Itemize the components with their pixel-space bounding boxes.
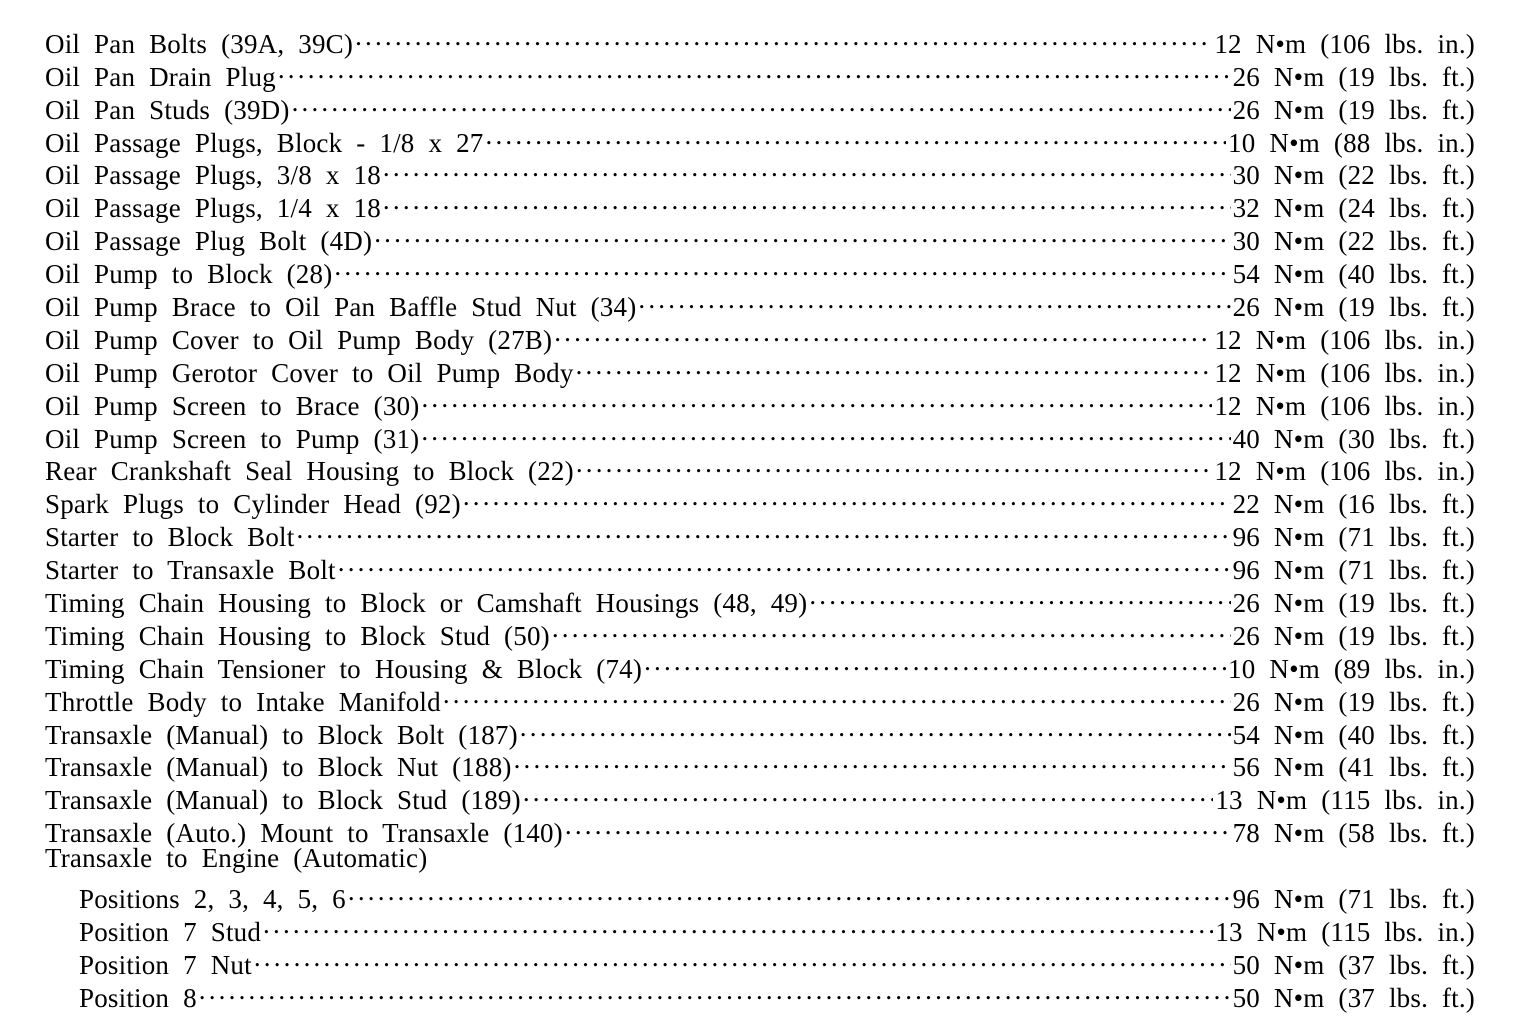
dot-leader bbox=[296, 513, 1230, 546]
dot-leader bbox=[644, 645, 1226, 678]
dot-leader bbox=[520, 711, 1231, 744]
spec-value: 22 N•m (16 lbs. ft.) bbox=[1232, 489, 1475, 520]
spec-value: 40 N•m (30 lbs. ft.) bbox=[1232, 423, 1475, 454]
dot-leader bbox=[421, 415, 1230, 448]
dot-leader bbox=[809, 579, 1230, 612]
spec-label: Oil Pump to Block (28) bbox=[45, 259, 333, 290]
spec-value: 26 N•m (19 lbs. ft.) bbox=[1232, 61, 1475, 92]
spec-value: 26 N•m (19 lbs. ft.) bbox=[1232, 292, 1475, 323]
spec-label: Oil Pump Screen to Pump (31) bbox=[45, 423, 420, 454]
group-heading: Transaxle to Engine (Automatic) bbox=[45, 843, 428, 874]
spec-label: Starter to Transaxle Bolt bbox=[45, 555, 336, 586]
dot-leader bbox=[638, 283, 1230, 316]
spec-value: 12 N•m (106 lbs. in.) bbox=[1214, 357, 1475, 388]
spec-value: 54 N•m (40 lbs. ft.) bbox=[1232, 259, 1475, 290]
spec-value: 10 N•m (88 lbs. in.) bbox=[1228, 127, 1475, 158]
spec-label: Oil Passage Plug Bolt (4D) bbox=[45, 226, 373, 257]
spec-value: 30 N•m (22 lbs. ft.) bbox=[1232, 226, 1475, 257]
spec-label: Oil Pump Screen to Brace (30) bbox=[45, 390, 420, 421]
spec-value: 96 N•m (71 lbs. ft.) bbox=[1232, 522, 1475, 553]
spec-label: Position 7 Nut bbox=[79, 949, 252, 980]
dot-leader bbox=[254, 941, 1231, 974]
spec-value: 50 N•m (37 lbs. ft.) bbox=[1232, 982, 1475, 1013]
dot-leader bbox=[199, 974, 1231, 1007]
dot-leader bbox=[292, 86, 1231, 119]
spec-value: 12 N•m (106 lbs. in.) bbox=[1214, 456, 1475, 487]
spec-label: Oil Pan Bolts (39A, 39C) bbox=[45, 28, 354, 59]
spec-label: Oil Passage Plugs, 1/4 x 18 bbox=[45, 193, 381, 224]
spec-label: Oil Pump Cover to Oil Pump Body (27B) bbox=[45, 324, 553, 355]
spec-label: Oil Passage Plugs, 3/8 x 18 bbox=[45, 160, 381, 191]
spec-label: Oil Pump Gerotor Cover to Oil Pump Body bbox=[45, 357, 574, 388]
spec-value: 26 N•m (19 lbs. ft.) bbox=[1232, 686, 1475, 717]
spec-label: Timing Chain Housing to Block Stud (50) bbox=[45, 620, 550, 651]
dot-leader bbox=[463, 480, 1231, 513]
dot-leader bbox=[576, 349, 1213, 382]
dot-leader bbox=[374, 217, 1230, 250]
spec-label: Position 8 bbox=[79, 982, 197, 1013]
spec-label: Oil Pan Studs (39D) bbox=[45, 94, 290, 125]
dot-leader bbox=[383, 152, 1231, 185]
dot-leader bbox=[552, 612, 1231, 645]
spec-value: 13 N•m (115 lbs. in.) bbox=[1215, 916, 1475, 947]
spec-value: 10 N•m (89 lbs. in.) bbox=[1228, 653, 1475, 684]
dot-leader bbox=[443, 678, 1231, 711]
spec-label: Timing Chain Tensioner to Housing & Block (74) bbox=[45, 653, 643, 684]
dot-leader bbox=[565, 809, 1231, 842]
spec-value: 12 N•m (106 lbs. in.) bbox=[1214, 28, 1475, 59]
spec-label: Spark Plugs to Cylinder Head (92) bbox=[45, 489, 461, 520]
spec-value: 26 N•m (19 lbs. ft.) bbox=[1232, 588, 1475, 619]
spec-label: Oil Pan Drain Plug bbox=[45, 61, 276, 92]
spec-label: Oil Pump Brace to Oil Pan Baffle Stud Nut (34) bbox=[45, 292, 637, 323]
spec-value: 30 N•m (22 lbs. ft.) bbox=[1232, 160, 1475, 191]
spec-value: 13 N•m (115 lbs. in.) bbox=[1215, 785, 1475, 816]
spec-value: 54 N•m (40 lbs. ft.) bbox=[1232, 719, 1475, 750]
dot-leader bbox=[278, 53, 1231, 86]
group-sub-rows bbox=[45, 875, 1475, 1013]
dot-leader bbox=[355, 20, 1212, 53]
spec-value: 78 N•m (58 lbs. ft.) bbox=[1232, 818, 1475, 849]
dot-leader bbox=[523, 776, 1214, 809]
dot-leader bbox=[486, 119, 1227, 152]
spec-label: Transaxle (Auto.) Mount to Transaxle (140) bbox=[45, 818, 563, 849]
spec-label: Transaxle (Manual) to Block Bolt (187) bbox=[45, 719, 518, 750]
spec-value: 96 N•m (71 lbs. ft.) bbox=[1232, 555, 1475, 586]
spec-label: Transaxle (Manual) to Block Nut (188) bbox=[45, 752, 512, 783]
spec-label: Position 7 Stud bbox=[79, 916, 262, 947]
spec-value: 56 N•m (41 lbs. ft.) bbox=[1232, 752, 1475, 783]
torque-spec-list bbox=[45, 20, 1475, 1013]
sub-spec-row bbox=[45, 875, 1475, 915]
spec-value: 12 N•m (106 lbs. in.) bbox=[1214, 390, 1475, 421]
spec-label: Oil Passage Plugs, Block - 1/8 x 27 bbox=[45, 127, 484, 158]
dot-leader bbox=[348, 875, 1231, 908]
spec-label: Transaxle (Manual) to Block Stud (189) bbox=[45, 785, 521, 816]
spec-label: Positions 2, 3, 4, 5, 6 bbox=[79, 884, 346, 915]
spec-label: Rear Crankshaft Seal Housing to Block (22) bbox=[45, 456, 574, 487]
dot-leader bbox=[576, 448, 1213, 481]
spec-value: 50 N•m (37 lbs. ft.) bbox=[1232, 949, 1475, 980]
dot-leader bbox=[263, 908, 1213, 941]
spec-value: 32 N•m (24 lbs. ft.) bbox=[1232, 193, 1475, 224]
spec-row bbox=[45, 20, 1475, 59]
spec-value: 96 N•m (71 lbs. ft.) bbox=[1232, 884, 1475, 915]
dot-leader bbox=[421, 382, 1212, 415]
spec-value: 26 N•m (19 lbs. ft.) bbox=[1232, 94, 1475, 125]
spec-label: Throttle Body to Intake Manifold bbox=[45, 686, 441, 717]
spec-value: 26 N•m (19 lbs. ft.) bbox=[1232, 620, 1475, 651]
dot-leader bbox=[334, 250, 1230, 283]
dot-leader bbox=[514, 744, 1231, 777]
dot-leader bbox=[383, 184, 1231, 217]
spec-value: 12 N•m (106 lbs. in.) bbox=[1214, 324, 1475, 355]
dot-leader bbox=[554, 316, 1212, 349]
dot-leader bbox=[338, 546, 1231, 579]
spec-label: Timing Chain Housing to Block or Camshaft Housings (48, 49) bbox=[45, 588, 808, 619]
spec-rows bbox=[45, 20, 1475, 849]
spec-label: Starter to Block Bolt bbox=[45, 522, 295, 553]
